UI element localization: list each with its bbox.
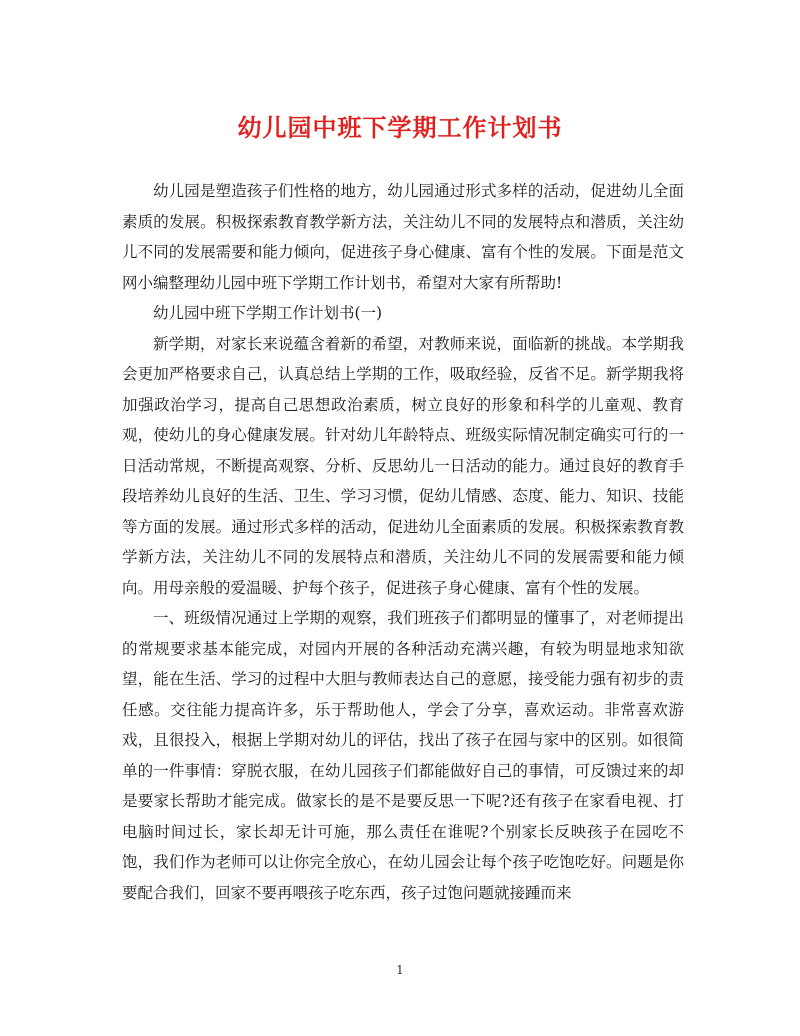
page-number: 1 <box>396 963 404 977</box>
section-heading: 幼儿园中班下学期工作计划书(一) <box>153 304 383 322</box>
page-title: 幼儿园中班下学期工作计划书 <box>237 113 563 142</box>
intro-paragraph: 幼儿园是塑造孩子们性格的地方，幼儿园通过形式多样的活动，促进幼儿全面素质的发展。积极探索教育教学新方法，关注幼儿不同的发展特点和潜质，关注幼儿不同的发展需要和能力倾向，促进孩子身心健康、富有个性的发展。下面是范文网小编整理幼儿园中班下学期工作计划书，希望对大家有所帮助! <box>122 182 684 292</box>
body-paragraph: 新学期，对家长来说蕴含着新的希望，对教师来说，面临新的挑战。本学期我会更加严格要求自己，认真总结上学期的工作，吸取经验，反省不足。新学期我将加强政治学习，提高自己思想政治素质，树立良好的形象和科学的儿童观、教育观，使幼儿的身心健康发展。针对幼儿年龄特点、班级实际情况制定确实可行的一日活动常规，不断提高观察、分析、反思幼儿一日活动的能力。通过良好的教育手段培养幼儿良好的生活、卫生、学习习惯，促幼儿情感、态度、能力、知识、技能等方面的发展。通过形式多样的活动，促进幼儿全面素质的发展。积极探索教育教学新方法，关注幼儿不同的发展特点和潜质，关注幼儿不同的发展需要和能力倾向。用母亲般的爱温暖、护每个孩子，促进孩子身心健康、富有个性的发展。 <box>122 334 684 597</box>
body-paragraph: 一、班级情况通过上学期的观察，我们班孩子们都明显的懂事了，对老师提出的常规要求基本能完成，对园内开展的各种活动充满兴趣，有较为明显地求知欲望，能在生活、学习的过程中大胆与教师表达自己的意愿，接受能力强有初步的责任感。交往能力提高许多，乐于帮助他人，学会了分享，喜欢运动。非常喜欢游戏，且很投入，根据上学期对幼儿的评估，找出了孩子在园与家中的区别。如很简单的一件事情：穿脱衣服，在幼儿园孩子们都能做好自己的事情，可反馈过来的却是要家长帮助才能完成。做家长的是不是要反思一下呢?还有孩子在家看电视、打电脑时间过长，家长却无计可施，那么责任在谁呢?个别家长反映孩子在园吃不饱，我们作为老师可以让你完全放心，在幼儿园会让每个孩子吃饱吃好。问题是你要配合我们，回家不要再喂孩子吃东西，孩子过饱问题就接踵而来 <box>122 609 684 902</box>
document-body <box>122 176 684 908</box>
